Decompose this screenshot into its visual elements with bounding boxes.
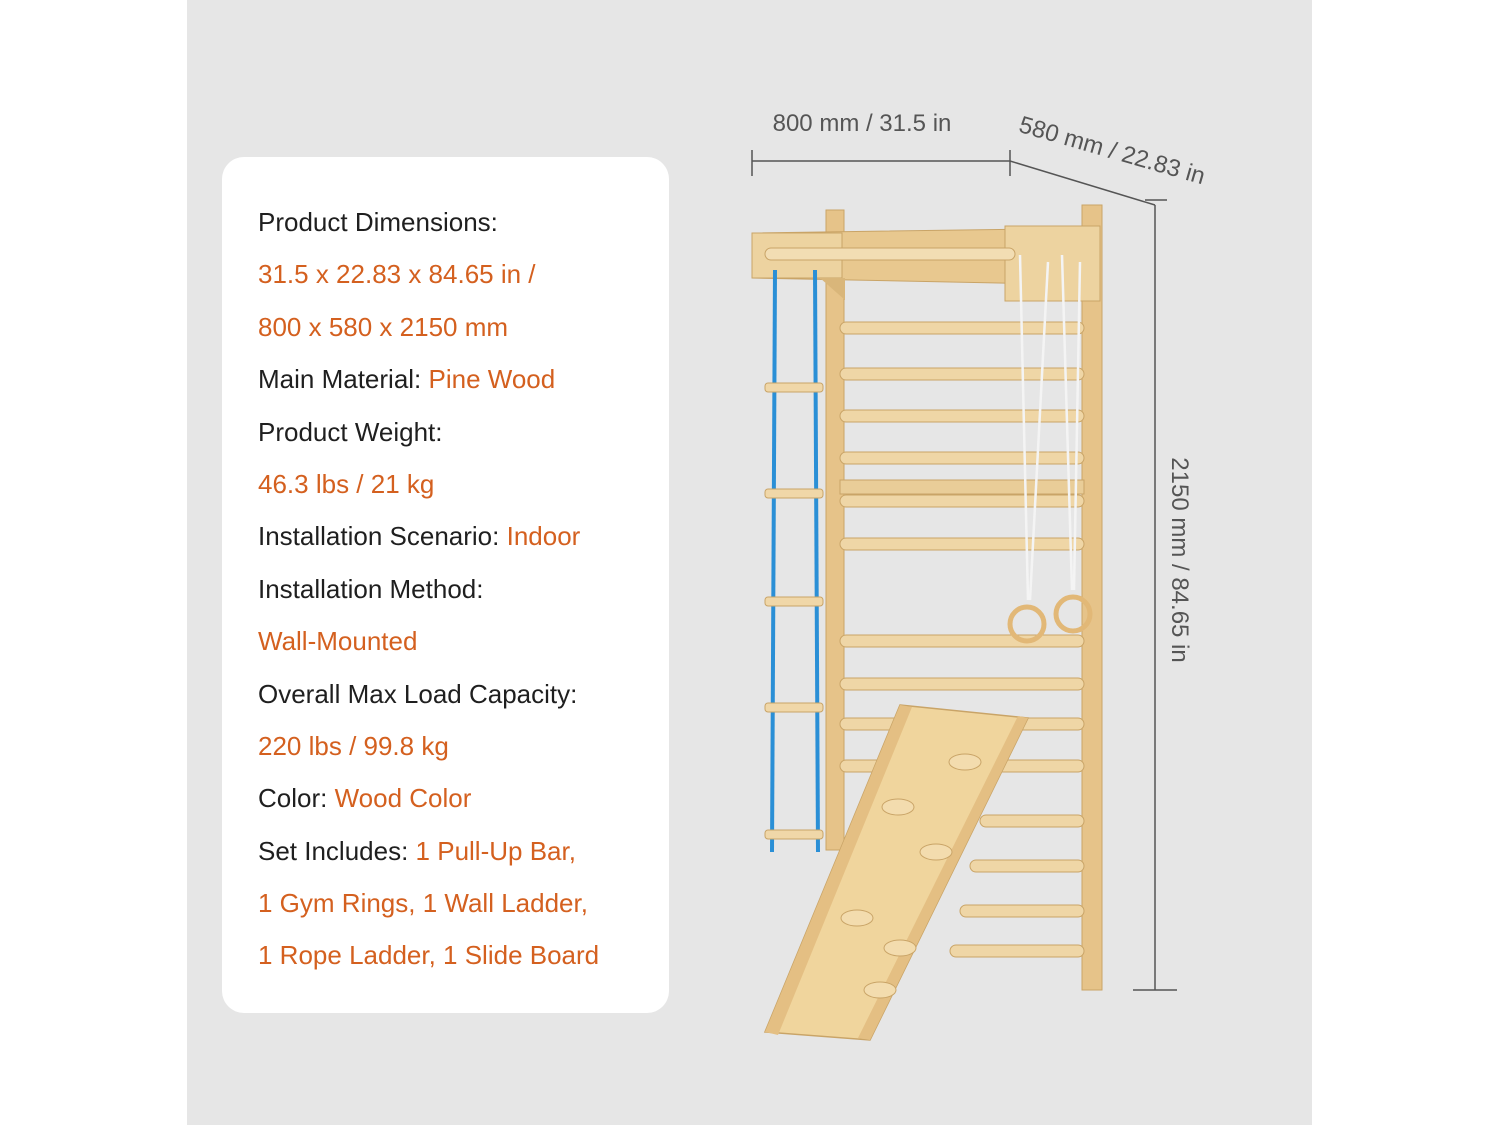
material-value: Pine Wood	[428, 364, 556, 395]
load-label: Overall Max Load Capacity:	[258, 678, 578, 709]
height-dimension-label: 2150 mm / 84.65 in	[1166, 457, 1193, 663]
material-label: Main Material:	[258, 364, 429, 395]
weight-value: 46.3 lbs / 21 kg	[258, 468, 435, 499]
gym-rings	[1010, 255, 1090, 641]
scenario-label: Installation Scenario:	[258, 521, 507, 552]
rope-ladder	[765, 270, 823, 852]
depth-dimension-label: 580 mm / 22.83 in	[1016, 111, 1209, 191]
dimensions-label: Product Dimensions:	[258, 207, 498, 237]
includes-line-3: 1 Rope Ladder, 1 Slide Board	[258, 940, 600, 971]
dimensions-inches: 31.5 x 22.83 x 84.65 in /	[258, 259, 536, 290]
weight-label: Product Weight:	[258, 416, 443, 447]
color-value: Wood Color	[334, 783, 472, 814]
color-label: Color:	[258, 783, 335, 814]
includes-line-2: 1 Gym Rings, 1 Wall Ladder,	[258, 888, 588, 919]
includes-line-1: 1 Pull-Up Bar,	[415, 835, 576, 866]
width-dimension-label: 800 mm / 31.5 in	[772, 110, 952, 137]
scenario-value: Indoor	[506, 521, 581, 552]
method-label: Installation Method:	[258, 573, 484, 604]
load-value: 220 lbs / 99.8 kg	[258, 730, 449, 761]
method-value: Wall-Mounted	[258, 626, 418, 657]
dimensions-mm: 800 x 580 x 2150 mm	[258, 311, 509, 342]
includes-label: Set Includes:	[258, 835, 416, 866]
